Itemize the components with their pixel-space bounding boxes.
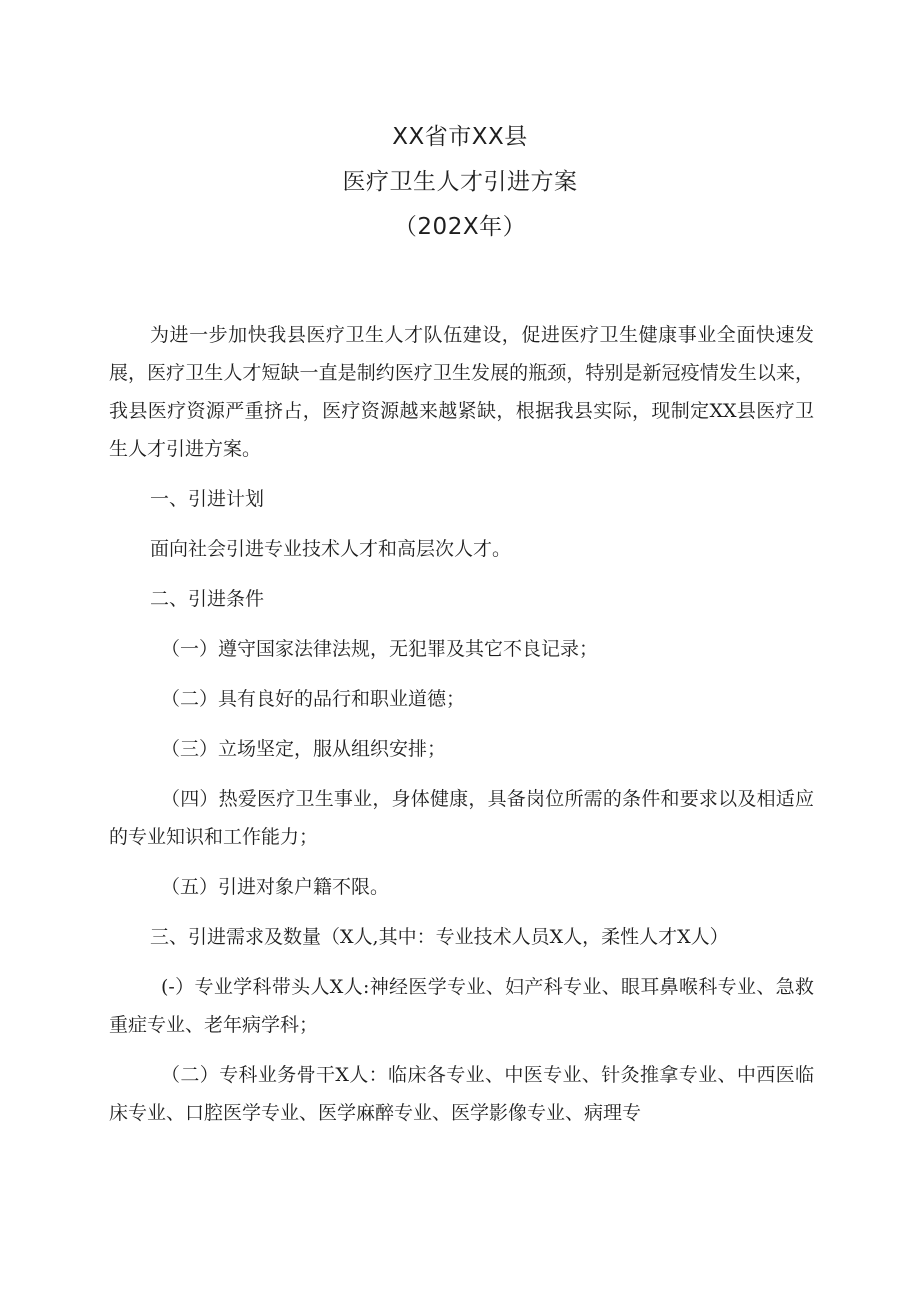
demand-item: （二）专科业务骨干X人：临床各专业、中医专业、针灸推拿专业、中西医临床专业、口腔医学专业、医学麻醉专业、医学影像专业、病理专: [109, 1064, 814, 1124]
section-heading-conditions: 二、引进条件: [150, 588, 265, 610]
condition-item: （五）引进对象户籍不限。: [161, 876, 390, 898]
document-title: [0, 122, 920, 257]
title-line-region: XX省市XX县: [392, 124, 528, 150]
document-body: [109, 316, 814, 1144]
condition-item: （一）遵守国家法律法规，无犯罪及其它不良记录；: [161, 638, 599, 660]
condition-item: （四）热爱医疗卫生事业，身体健康，具备岗位所需的条件和要求以及相适应的专业知识和工作能力；: [109, 788, 814, 848]
condition-item: （三）立场坚定，服从组织安排；: [161, 738, 447, 760]
section-heading-plan: 一、引进计划: [150, 488, 265, 510]
title-line-subject: 医疗卫生人才引进方案: [342, 169, 578, 195]
condition-item: （二）具有良好的品行和职业道德；: [161, 688, 466, 710]
demand-item: (-）专业学科带头人X人:神经医学专业、妇产科专业、眼耳鼻喉科专业、急救重症专业、老年病学科；: [109, 976, 814, 1036]
plan-text: 面向社会引进专业技术人才和高层次人才。: [150, 538, 512, 560]
title-line-year: （202X年）: [393, 214, 527, 240]
intro-paragraph: 为进一步加快我县医疗卫生人才队伍建设，促进医疗卫生健康事业全面快速发展，医疗卫生人才短缺一直是制约医疗卫生发展的瓶颈，特别是新冠疫情发生以来，我县医疗资源严重挤占，医疗资源越来越紧缺，根据我县实际，现制定XX县医疗卫生人才引进方案。: [109, 324, 814, 460]
section-heading-demand: 三、引进需求及数量（X人,其中：专业技术人员X人，柔性人才X人）: [150, 926, 729, 948]
